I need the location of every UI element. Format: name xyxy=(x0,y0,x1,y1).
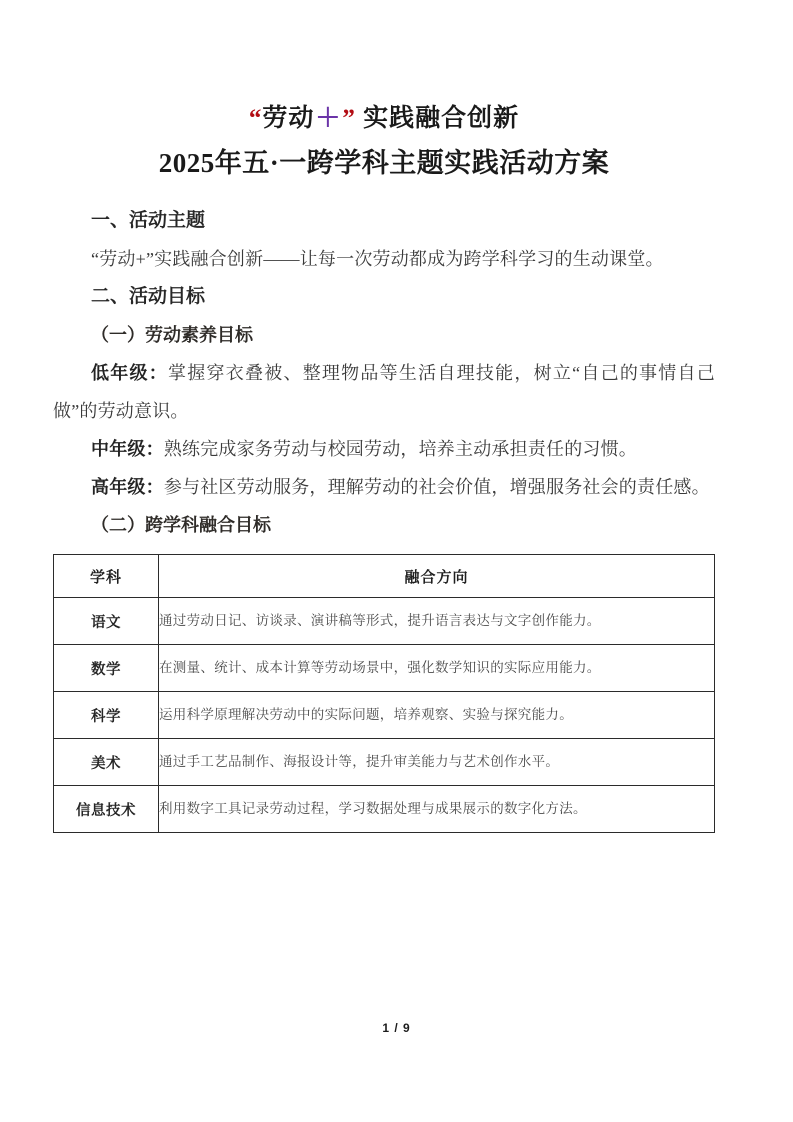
grade-goal-high-label: 高年级： xyxy=(91,477,164,497)
table-cell-subject: 语文 xyxy=(54,598,159,645)
page-content xyxy=(53,0,715,833)
section-heading-1: 一、活动主题 xyxy=(91,210,206,231)
subsection-heading-2-2: （二）跨学科融合目标 xyxy=(91,515,271,535)
grade-goal-mid-text: 熟练完成家务劳动与校园劳动，培养主动承担责任的习惯。 xyxy=(163,439,638,459)
table-row xyxy=(54,598,715,645)
grade-goal-high xyxy=(53,468,715,506)
table-header-subject: 学科 xyxy=(54,555,159,598)
interdisciplinary-fusion-table xyxy=(53,554,715,833)
section-1-paragraph: “劳动+”实践融合创新——让每一次劳动都成为跨学科学习的生动课堂。 xyxy=(91,249,664,269)
document-title-line-1 xyxy=(53,101,715,137)
title-text-after-plus: 实践融合创新 xyxy=(363,105,520,132)
page-number-footer: 1 / 9 xyxy=(382,1021,411,1035)
grade-goal-mid-label: 中年级： xyxy=(91,439,164,459)
plus-symbol: ＋ xyxy=(315,105,342,132)
table-cell-direction: 通过劳动日记、访谈录、演讲稿等形式，提升语言表达与文字创作能力。 xyxy=(159,598,715,645)
table-row xyxy=(54,739,715,786)
closing-quote-mark: ” xyxy=(342,105,356,132)
grade-goal-low-label: 低年级： xyxy=(91,363,168,383)
document-title-block xyxy=(53,0,715,184)
title-text-before-plus: 劳动 xyxy=(262,105,315,132)
grade-goal-high-text: 参与社区劳动服务，理解劳动的社会价值，增强服务社会的责任感。 xyxy=(163,477,710,497)
opening-quote-mark: “ xyxy=(248,105,263,132)
table-cell-direction: 通过手工艺品制作、海报设计等，提升审美能力与艺术创作水平。 xyxy=(159,739,715,786)
table-row xyxy=(54,692,715,739)
table-cell-direction: 利用数字工具记录劳动过程，学习数据处理与成果展示的数字化方法。 xyxy=(159,786,715,833)
table-cell-subject: 信息技术 xyxy=(54,786,159,833)
title-spacer xyxy=(53,184,715,202)
grade-goal-low xyxy=(53,354,715,430)
table-cell-subject: 数学 xyxy=(54,645,159,692)
document-title-line-2: 2025年五·一跨学科主题实践活动方案 xyxy=(158,148,610,178)
table-cell-subject: 科学 xyxy=(54,692,159,739)
table-header-row xyxy=(54,555,715,598)
subsection-heading-2-1: （一）劳动素养目标 xyxy=(91,325,253,345)
table-cell-subject: 美术 xyxy=(54,739,159,786)
table-cell-direction: 运用科学原理解决劳动中的实际问题，培养观察、实验与探究能力。 xyxy=(159,692,715,739)
grade-goal-low-text: 掌握穿衣叠被、整理物品等生活自理技能，树立“自己的事情自己做”的劳动意识。 xyxy=(53,363,715,421)
section-heading-2: 二、活动目标 xyxy=(91,286,206,307)
grade-goal-mid xyxy=(53,430,715,468)
fusion-table-wrapper xyxy=(53,554,715,833)
table-row xyxy=(54,645,715,692)
table-row xyxy=(54,786,715,833)
table-cell-direction: 在测量、统计、成本计算等劳动场景中，强化数学知识的实际应用能力。 xyxy=(159,645,715,692)
table-header-direction: 融合方向 xyxy=(159,555,715,598)
